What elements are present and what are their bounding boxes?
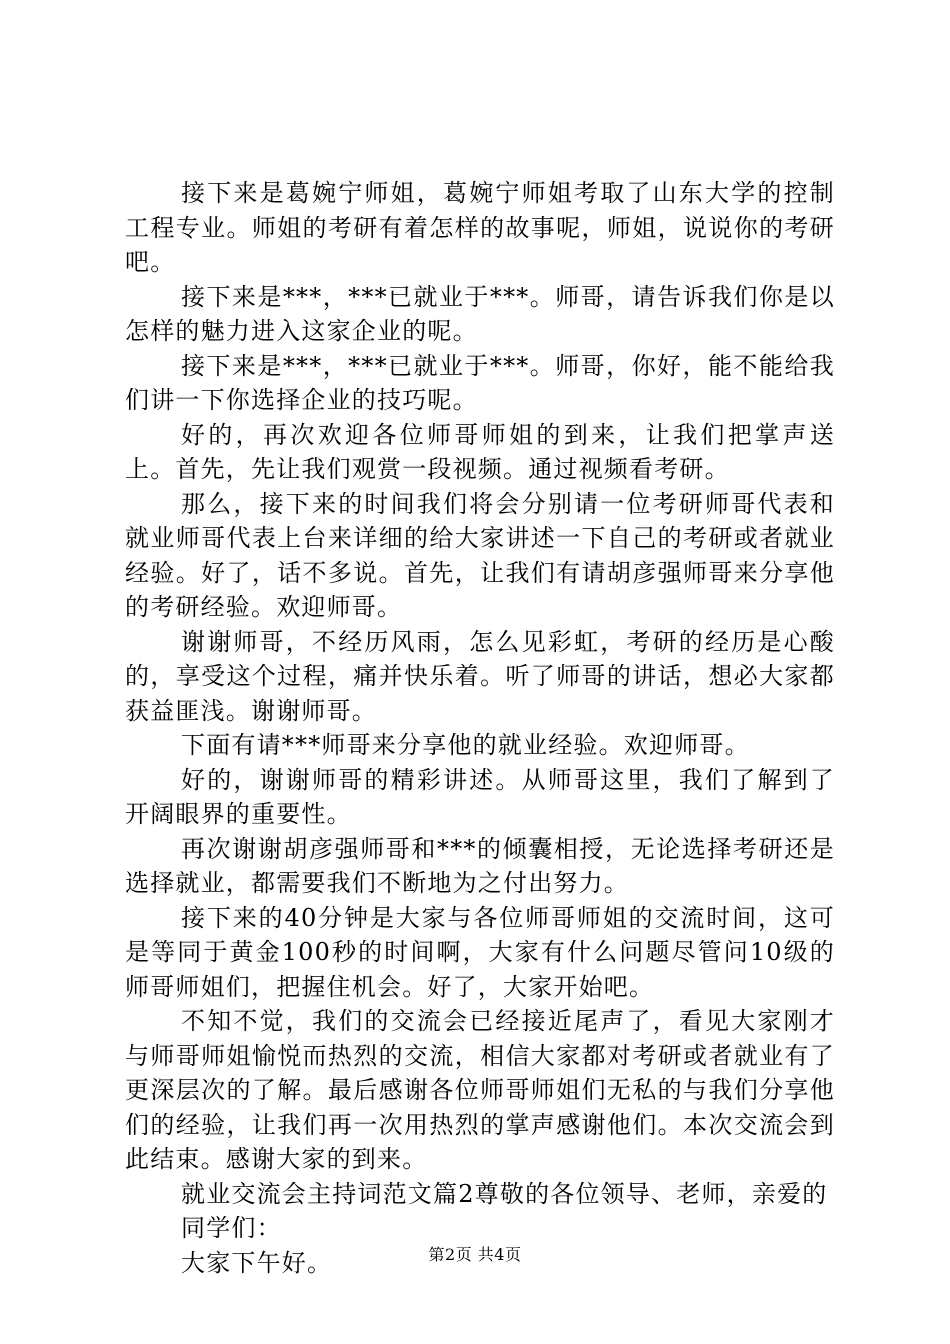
document-body (125, 176, 835, 1280)
paragraph: 不知不觉，我们的交流会已经接近尾声了，看见大家刚才与师哥师姐愉悦而热烈的交流，相信大家都对考研或者就业有了更深层次的了解。最后感谢各位师哥师姐们无私的与我们分享他们的经验，让我们再一次用热烈的掌声感谢他们。本次交流会到此结束。感谢大家的到来。 (125, 1007, 835, 1173)
paragraph: 谢谢师哥，不经历风雨，怎么见彩虹，考研的经历是心酸的，享受这个过程，痛并快乐着。听了师哥的讲话，想必大家都获益匪浅。谢谢师哥。 (125, 627, 835, 725)
paragraph: 接下来的40分钟是大家与各位师哥师姐的交流时间，这可是等同于黄金100秒的时间啊，大家有什么问题尽管问10级的师哥师姐们，把握住机会。好了，大家开始吧。 (125, 903, 835, 1001)
paragraph: 接下来是葛婉宁师姐，葛婉宁师姐考取了山东大学的控制工程专业。师姐的考研有着怎样的故事呢，师姐，说说你的考研吧。 (125, 179, 835, 276)
paragraph: 好的，再次欢迎各位师哥师姐的到来，让我们把掌声送上。首先，先让我们观赏一段视频。通过视频看考研。 (125, 420, 835, 483)
paragraph: 那么，接下来的时间我们将会分别请一位考研师哥代表和就业师哥代表上台来详细的给大家讲述一下自己的考研或者就业经验。好了，话不多说。首先，让我们有请胡彦强师哥来分享他的考研经验。欢迎师哥。 (125, 489, 835, 621)
paragraph: 接下来是***，***已就业于***。师哥，你好，能不能给我们讲一下你选择企业的技巧呢。 (125, 351, 835, 414)
paragraph: 同学们： (181, 1214, 282, 1242)
page-number-footer: 第2页 共4页 (428, 1245, 522, 1264)
paragraph: 大家下午好。 (181, 1248, 333, 1277)
paragraph: 再次谢谢胡彦强师哥和***的倾囊相授，无论选择考研还是选择就业，都需要我们不断地为之付出努力。 (125, 834, 835, 897)
paragraph: 就业交流会主持词范文篇2尊敬的各位领导、老师，亲爱的 (181, 1179, 828, 1208)
paragraph: 下面有请***师哥来分享他的就业经验。欢迎师哥。 (181, 731, 750, 759)
paragraph: 接下来是***，***已就业于***。师哥，请告诉我们你是以怎样的魅力进入这家企业的呢。 (125, 282, 835, 345)
paragraph: 好的，谢谢师哥的精彩讲述。从师哥这里，我们了解到了开阔眼界的重要性。 (125, 765, 835, 828)
